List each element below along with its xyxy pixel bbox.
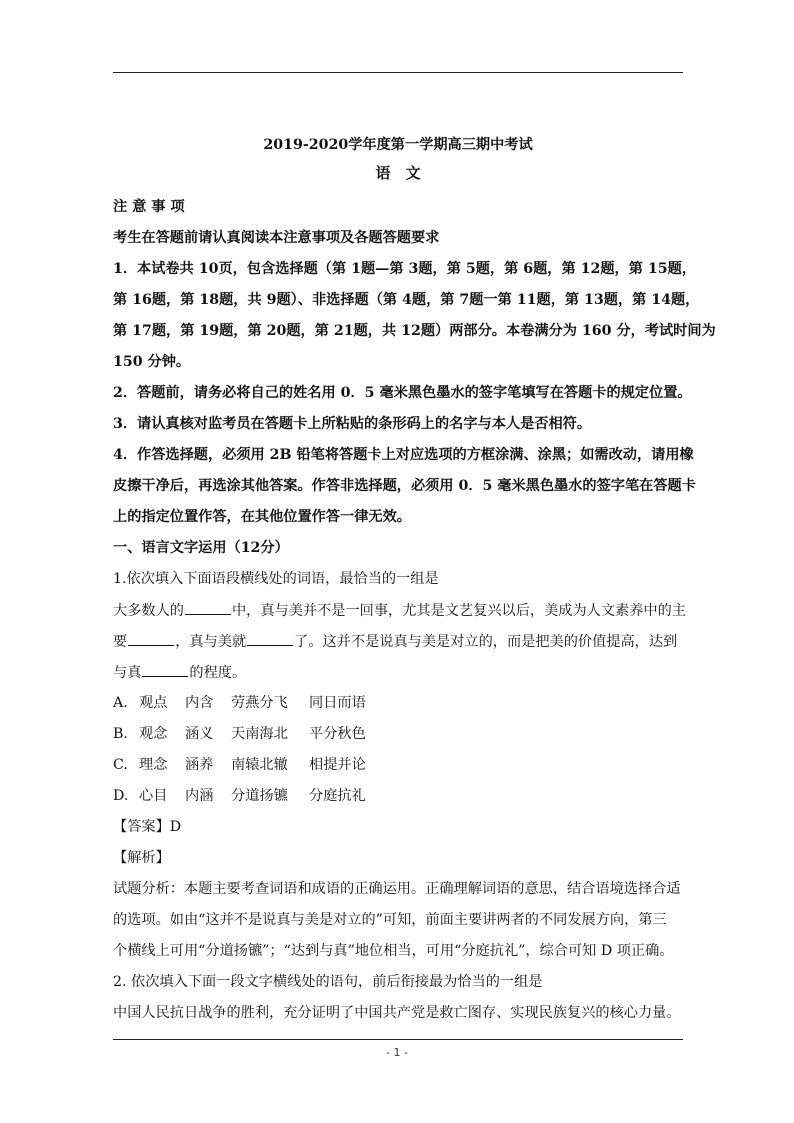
footer-rule [113, 1039, 683, 1040]
option-word: 内含 [185, 695, 214, 711]
option-word: 观点 [139, 695, 168, 711]
passage-text: 与真 [113, 665, 142, 681]
notice-item-2: 2．答题前，请务必将自己的姓名用 0．5 毫米黑色墨水的签字笔填写在答题卡的规定位置。 [113, 385, 692, 401]
question-1-passage-line-3 [113, 662, 246, 683]
notice-item-4-line-2: 皮擦干净后，再选涂其他答案。作答非选择题，必须用 0．5 毫米黑色墨水的签字笔在答题卡 [113, 478, 696, 494]
notice-item-1-line-1: 1．本试卷共 10页，包含选择题（第 1题—第 3题，第 5题，第 6题，第 12题，第 15题， [113, 261, 696, 277]
option-word: 内涵 [185, 788, 214, 804]
option-word: 天南海北 [231, 726, 288, 742]
header-rule [113, 72, 683, 73]
option-word: 相提并论 [309, 757, 366, 773]
passage-text: 的程度。 [189, 665, 247, 681]
passage-text: 大多数人的 [113, 603, 184, 619]
option-word: 南辕北辙 [231, 757, 288, 773]
notice-item-4-line-1: 4．作答选择题，必须用 2B 铅笔将答题卡上对应选项的方框涂满、涂黑；如需改动，请用橡 [113, 447, 694, 463]
notice-item-4-line-3: 上的指定位置作答，在其他位置作答一律无效。 [113, 509, 411, 525]
passage-text: 了。这并不是说真与美是对立的，而是把美的价值提高，达到 [294, 634, 678, 650]
question-1-stem: 1.依次填入下面语段横线处的词语，最恰当的一组是 [113, 571, 439, 587]
question-2-stem: 2. 依次填入下面一段文字横线处的语句，前后衔接最为恰当的一组是 [113, 974, 543, 990]
exam-title: 2019-2020学年度第一学期高三期中考试 [263, 137, 533, 153]
notice-item-1-line-4: 150 分钟。 [113, 354, 191, 370]
option-letter: D. [113, 788, 129, 804]
option-word: 平分秋色 [309, 726, 366, 742]
option-word: 观念 [139, 726, 168, 742]
fill-blank [128, 631, 174, 646]
option-a [113, 693, 366, 713]
option-d [113, 786, 366, 806]
option-word: 同日而语 [309, 695, 366, 711]
analysis-line-3: 个横线上可用“分道扬镳”；“达到与真”地位相当，可用“分庭抗礼”，综合可知 D 项正确。 [113, 943, 674, 959]
option-c [113, 755, 366, 775]
passage-text: 中，真与美并不是一回事，尤其是文艺复兴以后，美成为人文素养中的主 [231, 603, 686, 619]
analysis-line-2: 的选项。如由“这并不是说真与美是对立的”可知，前面主要讲两者的不同发展方向，第三 [113, 912, 667, 928]
question-1-passage-line-2 [113, 631, 677, 652]
notice-item-1-line-2: 第 16题，第 18题，共 9题）、非选择题（第 4题，第 7题一第 11题，第 13题，第 14题， [113, 292, 700, 308]
notice-intro: 考生在答题前请认真阅读本注意事项及各题答题要求 [113, 230, 440, 246]
notice-item-3: 3．请认真核对监考员在答题卡上所粘贴的条形码上的名字与本人是否相符。 [113, 416, 592, 432]
analysis-label: 【解析】 [113, 850, 170, 866]
notice-heading: 注 意 事 项 [113, 199, 185, 215]
passage-text: ，真与美就 [175, 634, 247, 650]
option-letter: C. [113, 757, 128, 773]
option-letter: A. [113, 695, 128, 711]
option-word: 涵养 [185, 757, 214, 773]
fill-blank [185, 600, 231, 615]
notice-item-1-line-3: 第 17题，第 19题，第 20题，第 21题，共 12题）两部分。本卷满分为 160 分，考试时间为 [113, 323, 716, 339]
option-word: 心目 [139, 788, 168, 804]
section-heading: 一、语言文字运用（12分） [113, 540, 289, 556]
fill-blank [142, 662, 188, 677]
option-word: 分道扬镳 [231, 788, 288, 804]
question-2-passage-line-1: 中国人民抗日战争的胜利，充分证明了中国共产党是救亡图存、实现民族复兴的核心力量。 [113, 1005, 681, 1021]
passage-text: 要 [113, 634, 128, 650]
fill-blank [247, 631, 293, 646]
question-1-passage-line-1 [113, 600, 686, 621]
page-number: - 1 - [386, 1046, 408, 1059]
option-word: 理念 [139, 757, 168, 773]
answer-label: 【答案】D [113, 819, 182, 835]
option-letter: B. [113, 726, 128, 742]
option-word: 涵义 [185, 726, 214, 742]
analysis-line-1: 试题分析：本题主要考查词语和成语的正确运用。正确理解词语的意思，结合语境选择合适 [113, 881, 681, 897]
option-word: 分庭抗礼 [309, 788, 366, 804]
option-b [113, 724, 366, 744]
option-word: 劳燕分飞 [231, 695, 288, 711]
subject-title: 语 文 [375, 164, 421, 182]
